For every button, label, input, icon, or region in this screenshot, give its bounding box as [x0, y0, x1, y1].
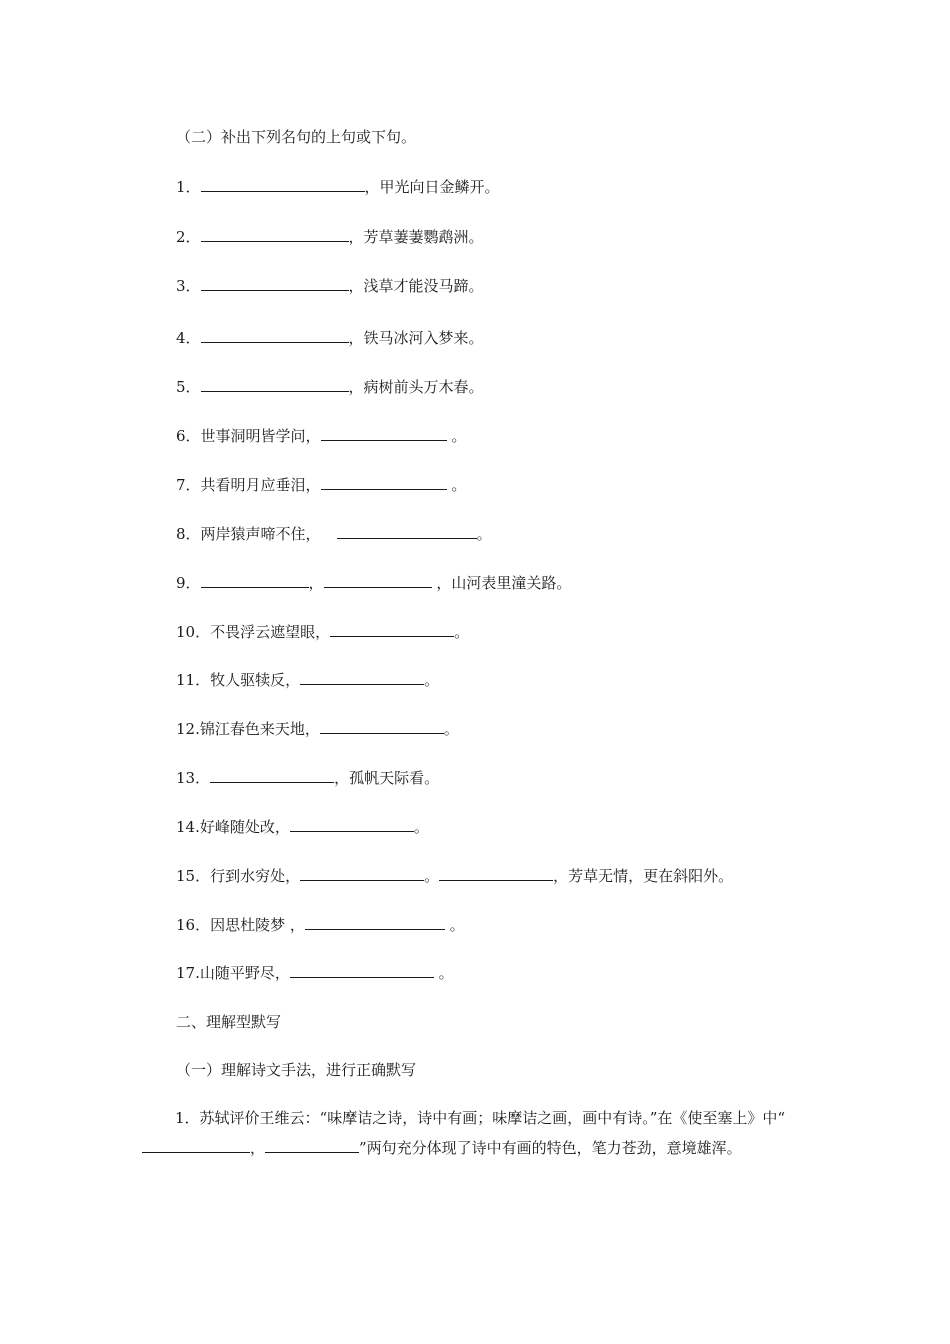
item-text: ，芳草萋萋鹦鹉洲。 [348, 228, 484, 246]
item-text: 。 [446, 476, 467, 494]
item-text: ，铁马冰河入梦来。 [348, 329, 484, 347]
answer-blank[interactable] [305, 915, 445, 930]
item-number: 4． [176, 329, 201, 347]
answer-blank[interactable] [142, 1138, 250, 1153]
answer-blank[interactable] [290, 963, 434, 978]
list-item [176, 227, 484, 247]
item-text: 共看明月应垂泪， [200, 476, 321, 494]
item-number: 6． [176, 427, 201, 445]
item-text: ，浅草才能没马蹄。 [348, 277, 484, 295]
item-text: 两岸猿声啼不住， [200, 525, 321, 543]
item-text: 。 [444, 916, 465, 934]
item-text: 。 [424, 671, 440, 689]
list-item [176, 524, 492, 544]
item-number: 14. [176, 818, 200, 836]
item-text: 不畏浮云遮望眼， [210, 623, 331, 641]
item-number: 5． [176, 378, 201, 396]
question-text: ”两句充分体现了诗中有画的特色，笔力苍劲，意境雄浑。 [359, 1139, 742, 1157]
item-number: 15． [176, 867, 211, 885]
item-number: 9． [176, 574, 201, 592]
item-text: 。 [433, 964, 454, 982]
question-text: 1．苏轼评价王维云：“味摩诘之诗，诗中有画；味摩诘之画，画中有诗。”在《使至塞上》中“ [175, 1109, 786, 1127]
item-number: 16． [176, 916, 211, 934]
list-item [176, 276, 484, 296]
list-item [176, 328, 484, 348]
question-text: ， [250, 1139, 266, 1157]
section-heading: （二）补出下列名句的上句或下句。 [176, 128, 417, 146]
item-text: ，病树前头万木春。 [348, 378, 484, 396]
answer-blank[interactable] [320, 719, 444, 734]
list-item [176, 670, 439, 690]
item-text: ，芳草无情，更在斜阳外。 [553, 867, 734, 885]
item-text: 。 [424, 867, 440, 885]
list-item [176, 866, 733, 886]
answer-blank[interactable] [324, 573, 432, 588]
item-text: 山随平野尽， [199, 964, 290, 982]
answer-blank[interactable] [290, 817, 414, 832]
item-number: 17. [176, 964, 200, 982]
item-number: 3． [176, 277, 201, 295]
item-number: 12. [176, 720, 200, 738]
answer-blank[interactable] [300, 866, 424, 881]
answer-blank[interactable] [210, 768, 334, 783]
list-item [176, 622, 469, 642]
item-text: 牧人驱犊反， [210, 671, 301, 689]
item-number: 13． [176, 769, 211, 787]
answer-blank[interactable] [337, 524, 477, 539]
item-text: 。 [446, 427, 467, 445]
item-text: 好峰随处改， [199, 818, 290, 836]
list-item [176, 426, 466, 446]
item-text: ， [308, 574, 324, 592]
answer-blank[interactable] [321, 475, 447, 490]
item-text: 。 [443, 720, 459, 738]
item-number: 11． [176, 671, 211, 689]
answer-blank[interactable] [201, 377, 349, 392]
item-number: 10． [176, 623, 211, 641]
section-heading: 二、理解型默写 [176, 1013, 282, 1031]
item-number: 7． [176, 476, 201, 494]
subsection-heading: （一）理解诗文手法，进行正确默写 [176, 1061, 417, 1079]
answer-blank[interactable] [201, 328, 349, 343]
item-text: 行到水穷处， [210, 867, 301, 885]
list-item [176, 768, 439, 788]
item-text: 世事洞明皆学问， [200, 427, 321, 445]
answer-blank[interactable] [321, 426, 447, 441]
list-item [176, 719, 459, 739]
item-text: 因思杜陵梦 ， [210, 916, 305, 934]
list-item [176, 915, 465, 935]
answer-blank[interactable] [201, 177, 365, 192]
item-text: 。 [454, 623, 470, 641]
list-item [176, 177, 500, 197]
item-text: ，孤帆天际看。 [334, 769, 440, 787]
answer-blank[interactable] [201, 227, 349, 242]
list-item [176, 963, 454, 983]
answer-blank[interactable] [439, 866, 553, 881]
list-item [176, 475, 466, 495]
answer-blank[interactable] [201, 276, 349, 291]
list-item [176, 377, 484, 397]
item-number: 2． [176, 228, 201, 246]
item-number: 1． [176, 178, 201, 196]
list-item [176, 817, 429, 837]
answer-blank[interactable] [201, 573, 309, 588]
item-text: ，山河表里潼关路。 [431, 574, 572, 592]
item-text: ，甲光向日金鳞开。 [364, 178, 500, 196]
list-item [176, 573, 571, 593]
item-text: 。 [413, 818, 429, 836]
answer-blank[interactable] [300, 670, 424, 685]
item-text: 。 [476, 525, 492, 543]
item-text: 锦江春色来天地， [199, 720, 320, 738]
answer-blank[interactable] [265, 1138, 359, 1153]
answer-blank[interactable] [330, 622, 454, 637]
item-number: 8． [176, 525, 201, 543]
question-paragraph [142, 1103, 810, 1163]
